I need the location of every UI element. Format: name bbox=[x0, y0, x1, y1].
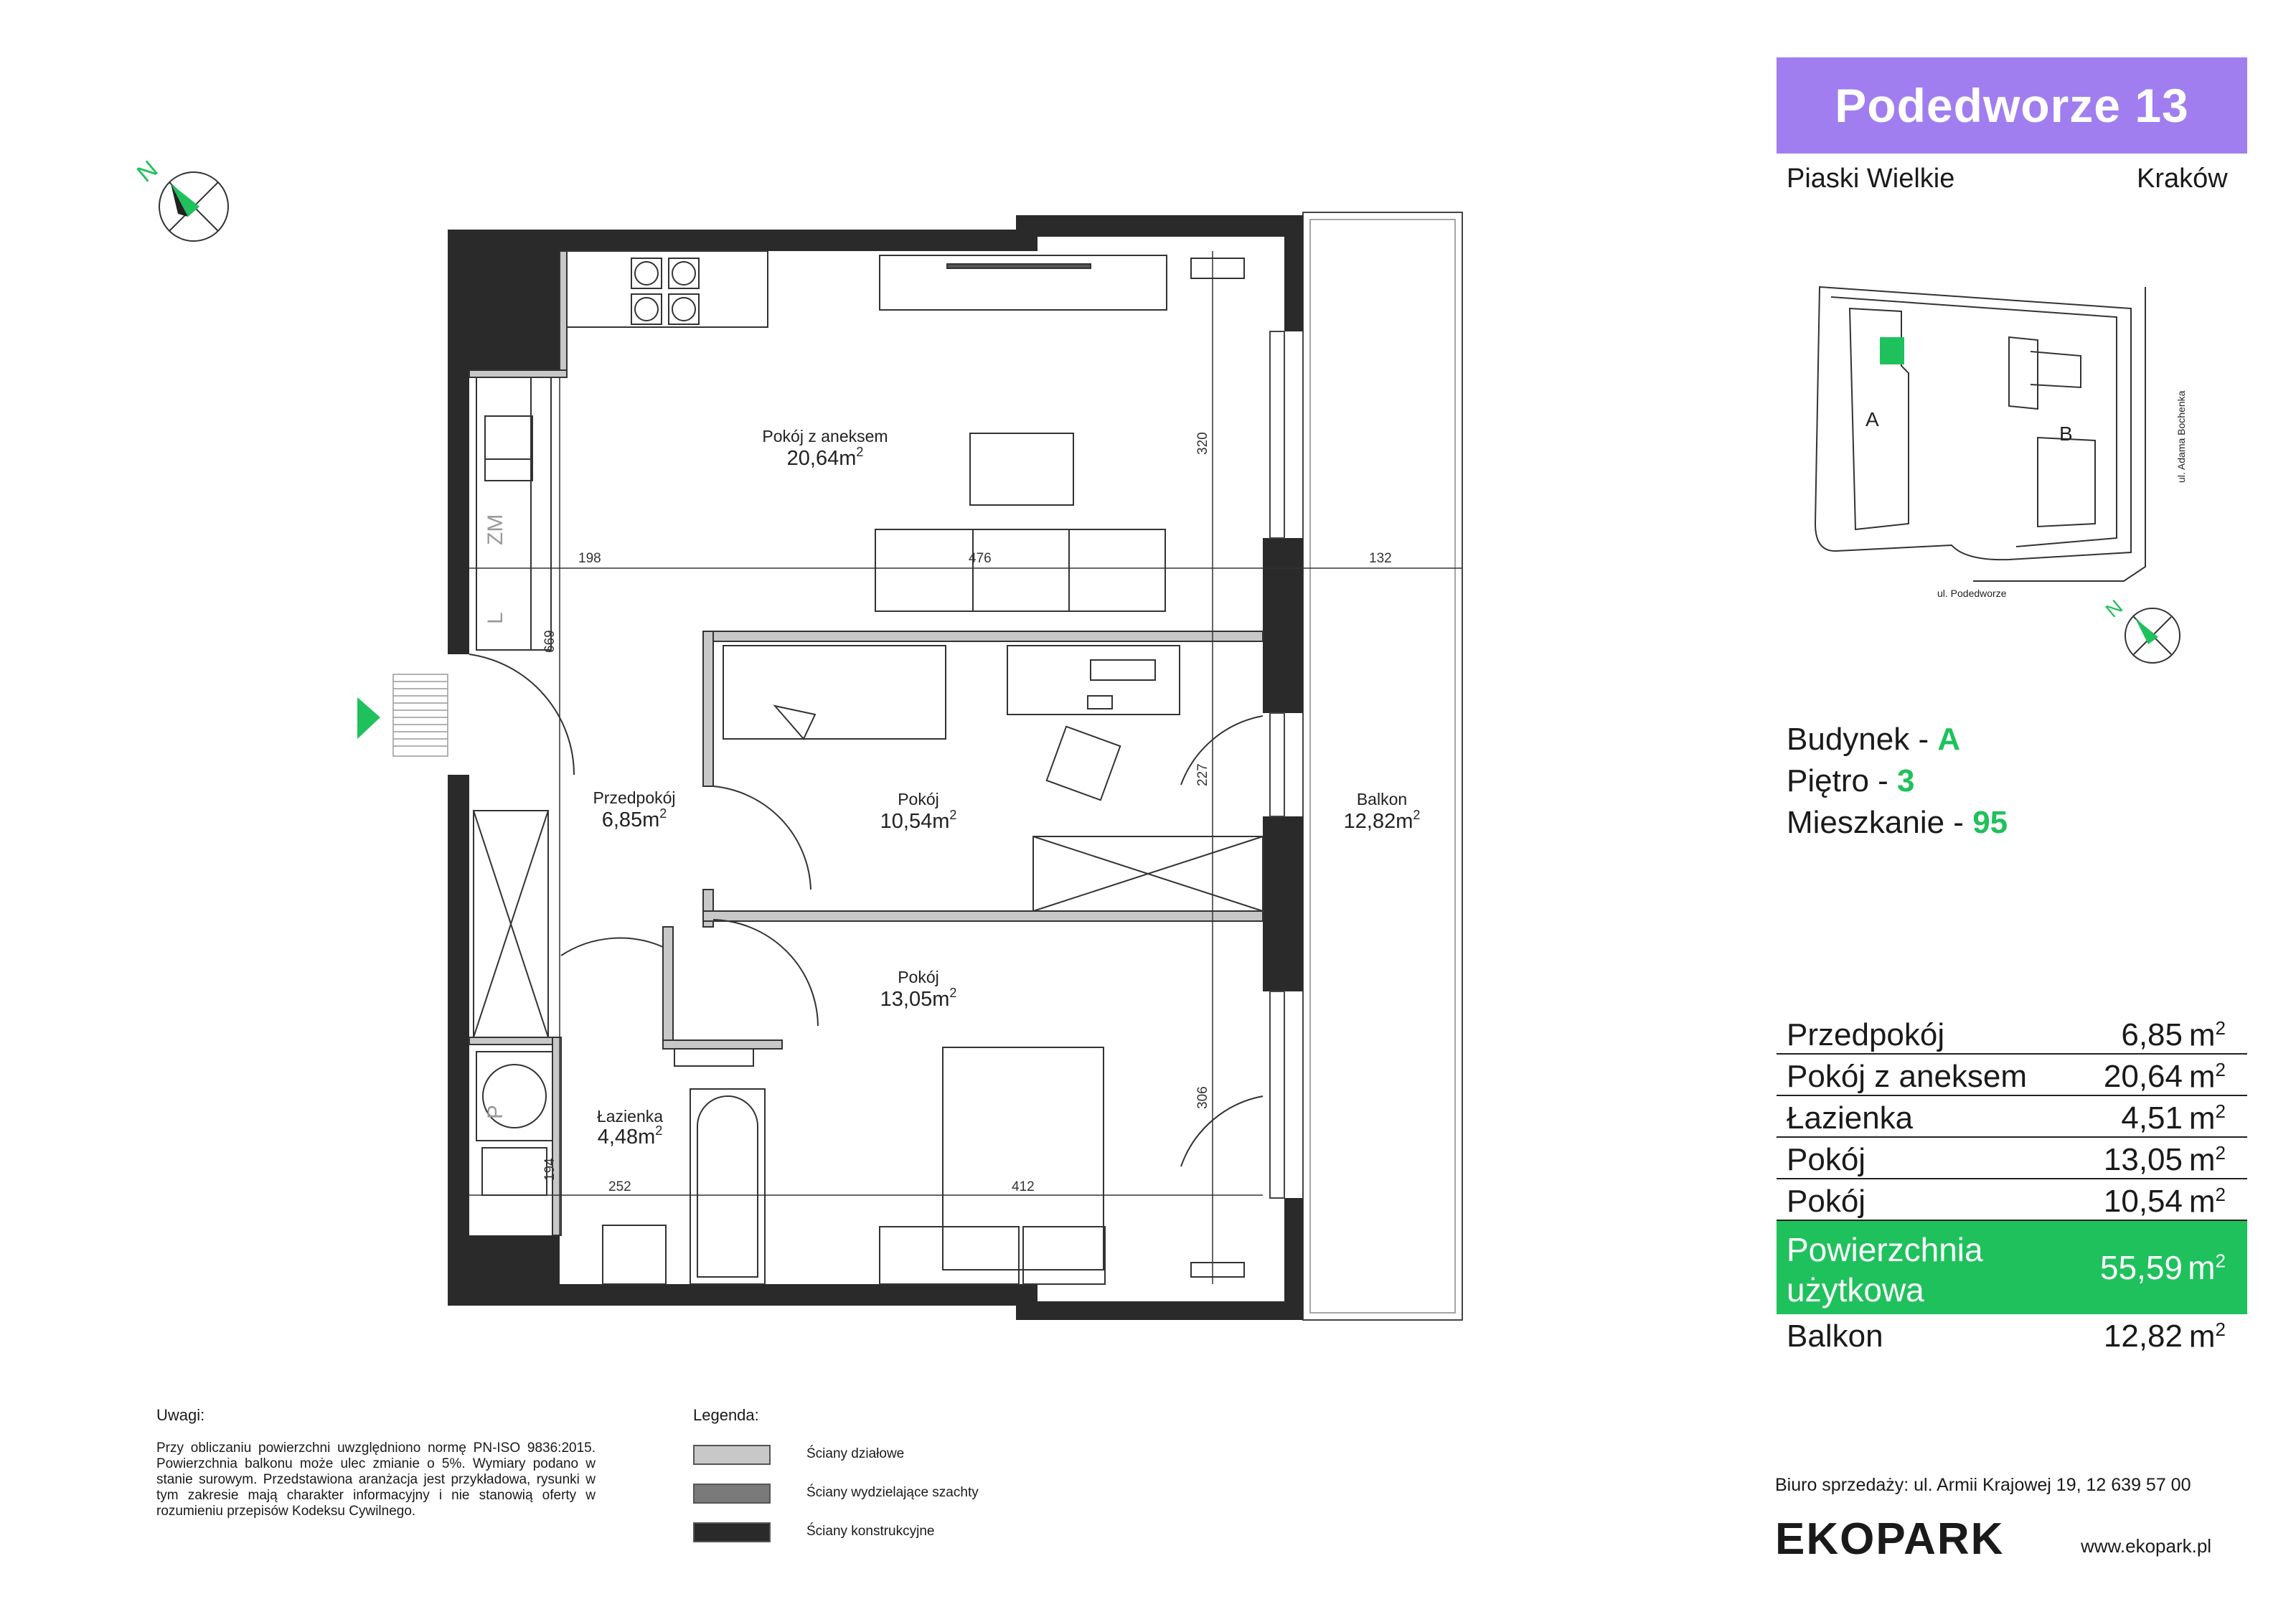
city-label: Kraków bbox=[2137, 164, 2228, 194]
area-row: Łazienka 4,51 $m^2$ bbox=[1777, 1096, 2247, 1138]
title-banner bbox=[1777, 57, 2247, 154]
p-mark: P bbox=[484, 1104, 507, 1119]
room-area-balcony: 12,82m bbox=[1343, 810, 1413, 833]
dim-476: 476 bbox=[969, 551, 992, 566]
partition-walls bbox=[469, 251, 1263, 1235]
building-highlight bbox=[1880, 337, 1904, 364]
area-row: Przedpokój 6,85 $m^2$ bbox=[1777, 1013, 2247, 1055]
compass-icon bbox=[132, 156, 228, 241]
room-area-hall: 6,85m bbox=[601, 808, 660, 831]
room-name-room1: Pokój bbox=[898, 790, 939, 808]
dim-252: 252 bbox=[608, 1179, 631, 1194]
legend-label: Ściany wydzielające szachty bbox=[806, 1485, 979, 1500]
sales-office: Biuro sprzedaży: ul. Armii Krajowej 19, 12 639 57 00 bbox=[1775, 1475, 2191, 1495]
balcony-outline bbox=[1303, 212, 1462, 1320]
sitemap-street-bottom: ul. Podedworze bbox=[1937, 588, 2007, 599]
plan-north-label: N bbox=[131, 155, 164, 188]
room-bed-desk bbox=[713, 646, 1263, 911]
entrance bbox=[357, 654, 574, 775]
legend-swatch-shaft bbox=[693, 1484, 771, 1504]
legend-swatch-structural bbox=[693, 1522, 771, 1542]
notes-heading: Uwagi: bbox=[156, 1406, 205, 1424]
room-area-bathroom: 4,48m bbox=[597, 1126, 656, 1149]
windows bbox=[1270, 331, 1284, 1198]
balcony-row: Balkon 12,82 $m^2$ bbox=[1787, 1319, 2226, 1354]
project-title: Podedworze 13 bbox=[1835, 79, 2189, 132]
room-name-kitchen: Pokój z aneksem bbox=[762, 427, 888, 445]
wardrobe bbox=[474, 811, 548, 1037]
room-bedroom bbox=[713, 920, 1263, 1284]
room-area-kitchen: 20,64m bbox=[786, 447, 857, 470]
dim-194: 194 bbox=[542, 1158, 557, 1181]
floor-info: Piętro - 3 bbox=[1787, 763, 1915, 798]
room-area-room2: 13,05m bbox=[880, 988, 950, 1011]
flat-info: Mieszkanie - 95 bbox=[1787, 805, 2008, 840]
svg-text:10,54m2: $10,54m^2$ bbox=[880, 808, 957, 833]
sitemap-compass-icon bbox=[2102, 595, 2180, 663]
zm-mark: ZM bbox=[484, 514, 507, 545]
district-label: Piaski Wielkie bbox=[1787, 164, 1955, 194]
dim-227: 227 bbox=[1195, 763, 1210, 786]
svg-text:13,05m2: $13,05m^2$ bbox=[880, 986, 957, 1011]
room-area-room1: 10,54m bbox=[880, 810, 950, 833]
svg-text:4,48m2: $4,48m^2$ bbox=[597, 1123, 663, 1149]
room-name-bathroom: Łazienka bbox=[596, 1107, 664, 1126]
svg-text:12,82m2: $12,82m^2$ bbox=[1343, 808, 1421, 833]
notes-text: Przy obliczaniu powierzchni uwzględniono normę PN-ISO 9836:2015. Powierzchnia balkonu może ulec zmianie o 5%. Wymiary podano w stanie surowym. Przedstawiona aranżacja jest przykładowa, rysunki w tym zakresie mają charakter informacyjny i nie stanowią oferty w rozumieniu przepisów Kodeksu Cywilnego. bbox=[156, 1441, 596, 1519]
sitemap-building-a: A bbox=[1866, 408, 1879, 430]
legend-label: Ściany konstrukcyjne bbox=[806, 1524, 935, 1539]
dim-669: 669 bbox=[542, 630, 557, 653]
structural-walls bbox=[448, 215, 1303, 1320]
dim-306: 306 bbox=[1195, 1086, 1210, 1109]
svg-text:6,85m2: $6,85m^2$ bbox=[601, 806, 667, 831]
room-name-hall: Przedpokój bbox=[593, 788, 676, 807]
sitemap-street-right: ul. Adama Bochenka bbox=[2175, 390, 2187, 483]
area-row: Pokój 13,05 $m^2$ bbox=[1777, 1138, 2247, 1179]
website-link[interactable]: www.ekopark.pl bbox=[2081, 1535, 2212, 1557]
building-info: Budynek - A bbox=[1787, 722, 1961, 757]
l-mark: L bbox=[484, 612, 507, 624]
room-name-room2: Pokój bbox=[898, 968, 939, 986]
dim-132: 132 bbox=[1369, 551, 1392, 566]
kitchen-fittings bbox=[567, 251, 1244, 611]
svg-text:N: N bbox=[2101, 595, 2127, 622]
svg-text:20,64m2: $20,64m^2$ bbox=[786, 445, 864, 470]
legend-label: Ściany działowe bbox=[806, 1446, 905, 1461]
sitemap-building-b: B bbox=[2059, 423, 2073, 445]
area-row: Pokój z aneksem 20,64 $m^2$ bbox=[1777, 1055, 2247, 1096]
total-area-row: Powierzchnia użytkowa 55,59 $m^2$ bbox=[1777, 1221, 2247, 1314]
area-row: Pokój 10,54 $m^2$ bbox=[1777, 1179, 2247, 1221]
ekopark-logo: EKOPARK bbox=[1775, 1514, 2005, 1564]
dim-320: 320 bbox=[1195, 432, 1210, 455]
dim-198: 198 bbox=[578, 551, 601, 566]
legend-heading: Legenda: bbox=[693, 1406, 759, 1424]
dim-412: 412 bbox=[1012, 1179, 1035, 1194]
site-map bbox=[1794, 265, 2196, 682]
room-name-balcony: Balkon bbox=[1356, 790, 1408, 808]
legend-swatch-partition bbox=[693, 1445, 771, 1465]
utility-column bbox=[476, 377, 551, 650]
